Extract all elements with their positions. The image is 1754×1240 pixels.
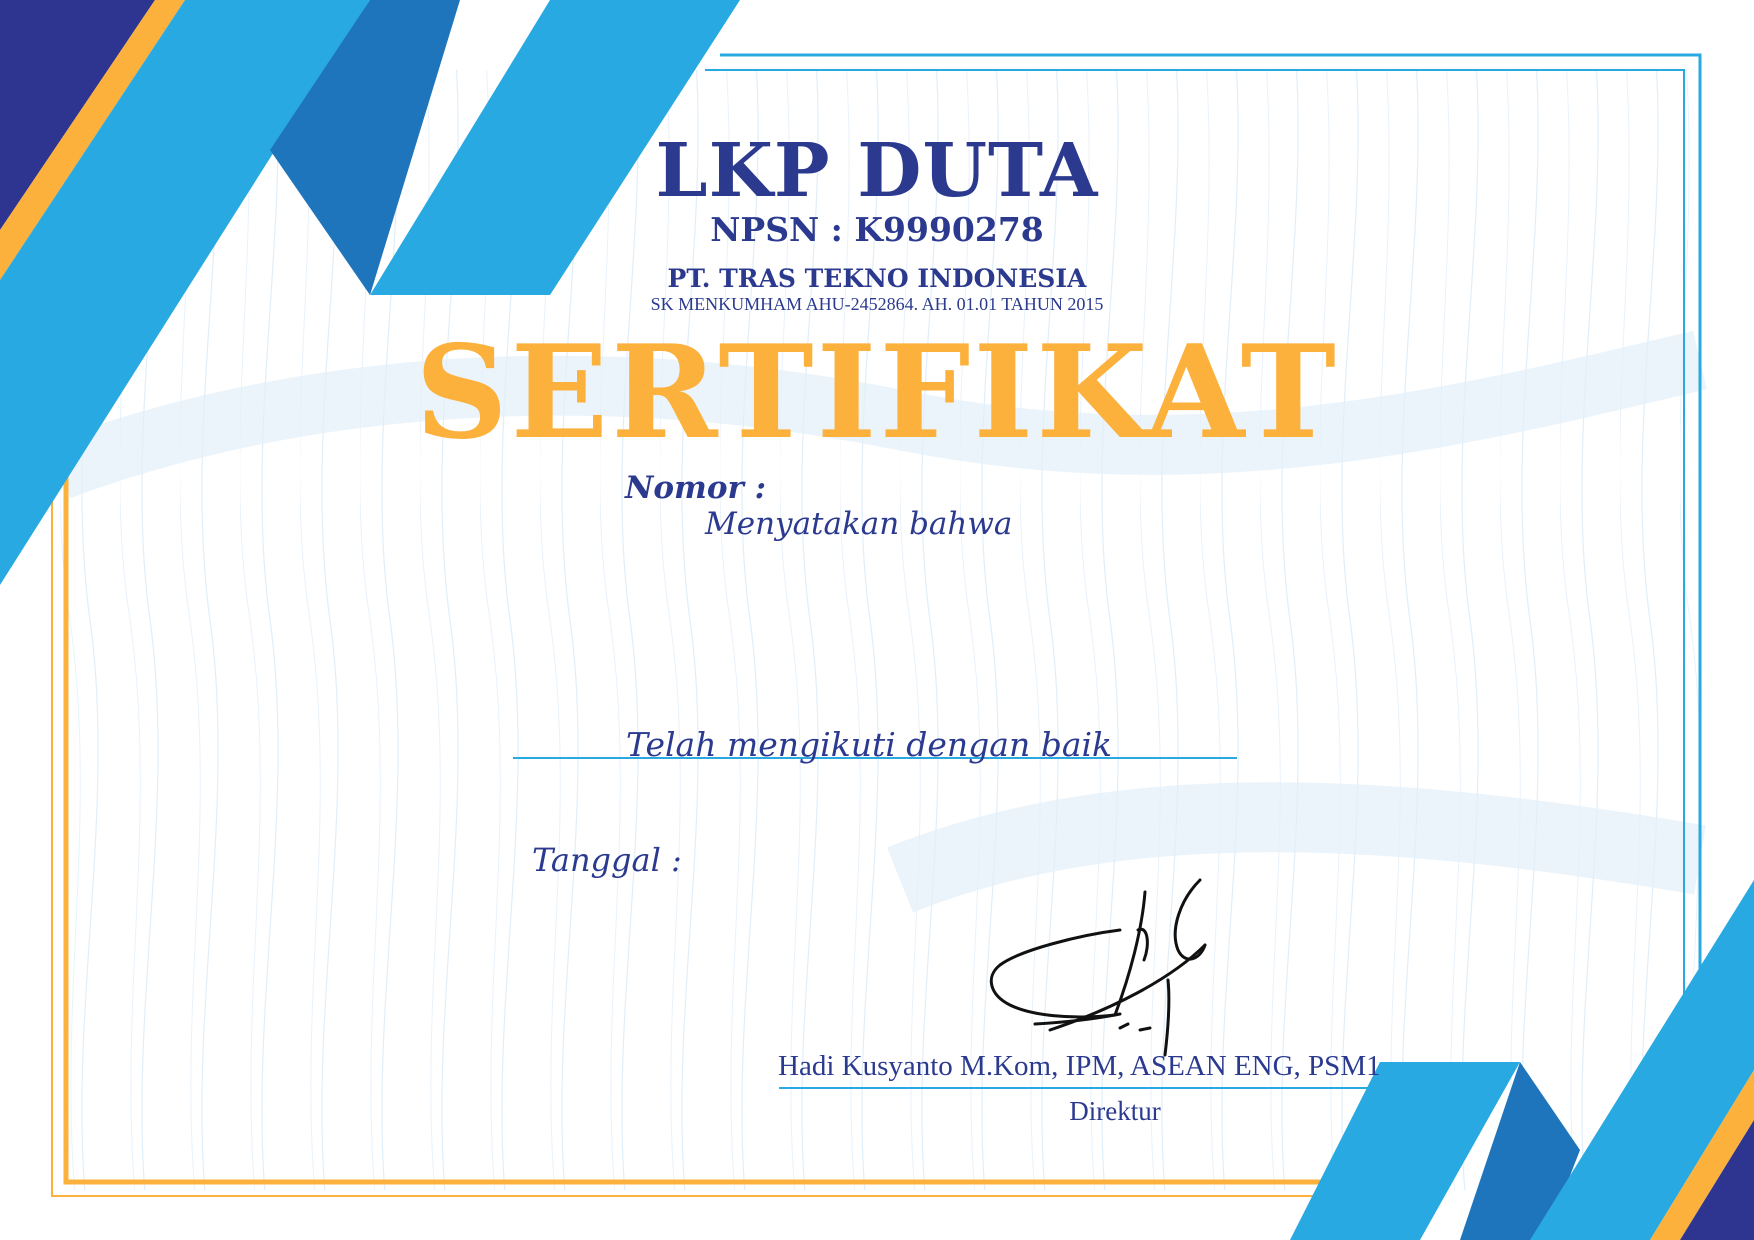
company-name: PT. TRAS TEKNO INDONESIA bbox=[667, 264, 1087, 293]
signatory-title: Direktur bbox=[1069, 1096, 1161, 1126]
date-label: Tanggal : bbox=[532, 841, 682, 879]
institution-name: LKP DUTA bbox=[655, 128, 1099, 214]
signatory-name: Hadi Kusyanto M.Kom, IPM, ASEAN ENG, PSM1 bbox=[778, 1050, 1381, 1082]
number-label: Nomor : bbox=[625, 470, 767, 506]
npsn-number: NPSN : K9990278 bbox=[710, 210, 1044, 249]
participation-text: Telah mengikuti dengan baik bbox=[626, 725, 1113, 764]
statement-text: Menyatakan bahwa bbox=[705, 506, 1013, 542]
certificate-title: SERTIFIKAT bbox=[415, 318, 1339, 468]
sk-registration: SK MENKUMHAM AHU-2452864. AH. 01.01 TAHUN 2015 bbox=[650, 294, 1104, 314]
